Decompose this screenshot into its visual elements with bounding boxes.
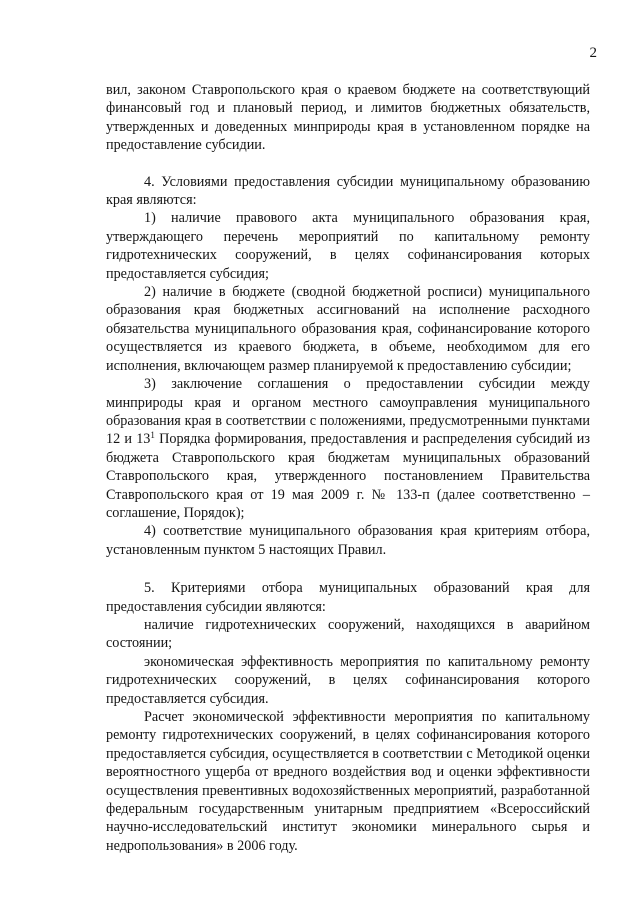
paragraph-condition-3: [106, 375, 590, 522]
paragraph-condition-2: 2) наличие в бюджете (сводной бюджетной росписи) муниципального образования края бюджетных ассигнований на исполнение расходного обязательства муниципального образования края, софинансирование которого осуществляется из краевого бюджета, в объеме, необходимом для его исполнения, включающем размер планируемой к предоставлению субсидии;: [106, 284, 590, 374]
superscript-mark: 1: [150, 430, 155, 441]
paragraph-condition-4: 4) соответствие муниципального образования края критериям отбора, установленным пунктом 5 настоящих Правил.: [106, 523, 590, 558]
paragraph-efficiency-calculation: Расчет экономической эффективности мероприятия по капитальному ремонту гидротехнических сооружений, в целях софинансирования которого предоставляется субсидия, осуществляется в соответствии с Методикой оценки вероятностного ущерба от вредного воздействия вод и оценки эффективности осуществления превентивных водохозяйственных мероприятий, разработанной федеральным государственным унитарным предприятием «Всероссийский научно-исследовательский институт экономики минерального сырья и недропользования» в 2006 году.: [106, 709, 590, 854]
paragraph-continuation: вил, законом Ставропольского края о краевом бюджете на соответствующий финансовый год и плановый период, и лимитов бюджетных обязательств, утвержденных и доведенных минприроды края в установленном порядке на предоставление субсидии.: [106, 82, 590, 154]
page-number: 2: [589, 45, 597, 61]
condition-3-text-after: Порядка формирования, предоставления и распределения субсидий из бюджета Ставропольского края бюджетам муниципальных образований Ставропольского края, утвержденного постановлением Правительства Ставропольского края от 19 мая 2009 г. № 133-п (далее соответственно – соглашение, Порядок);: [106, 431, 591, 521]
condition-3-text-before: 3) заключение соглашения о предоставлении субсидии между минприроды края и органом местного самоуправления муниципального образования края в соответствии с положениями, предусмотренными пунктами 12 и 13: [106, 376, 590, 448]
paragraph-criterion-2: экономическая эффективность мероприятия по капитальному ремонту гидротехнических сооружений, в целях софинансирования которого предоставляется субсидия.: [106, 653, 590, 707]
paragraph-clause-5-heading: 5. Критериями отбора муниципальных образований края для предоставления субсидии являются:: [106, 580, 590, 615]
paragraph-criterion-1: наличие гидротехнических сооружений, находящихся в аварийном состоянии;: [106, 616, 590, 652]
paragraph-condition-1: 1) наличие правового акта муниципального образования края, утверждающего перечень мероприятий по капитальному ремонту гидротехнических сооружений, в целях софинансирования которых предоставляется субсидия;: [106, 210, 590, 282]
document-body: [106, 81, 590, 855]
paragraph-clause-4-heading: 4. Условиями предоставления субсидии муниципальному образованию края являются:: [106, 173, 590, 209]
